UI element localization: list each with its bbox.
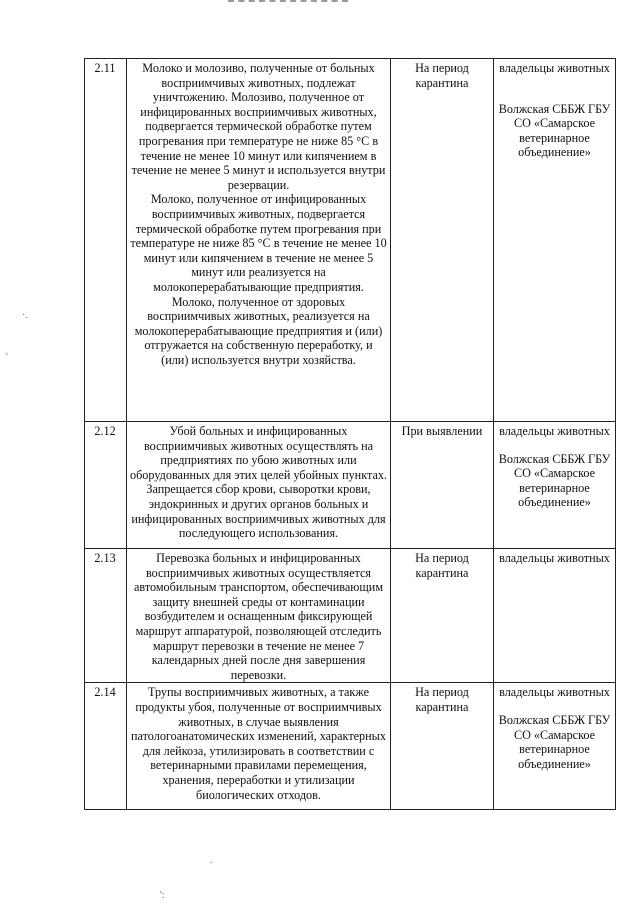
item-number: 2.13: [85, 549, 127, 683]
scan-speck: ': [6, 352, 8, 363]
responsible-vet-service: Волжская СББЖ ГБУ СО «Самарское ветеринарное объединение»: [498, 451, 611, 510]
measure-description: [127, 422, 391, 549]
measure-description: [127, 549, 391, 683]
table-row: [85, 59, 616, 422]
measures-table: [84, 58, 616, 810]
deadline-cell: На период карантина: [391, 59, 494, 422]
table-row: [85, 422, 616, 549]
description-paragraph: Молоко, полученное от здоровых восприимчивых животных, реализуется на молокоперерабатывающие предприятия и (или) отгружается на собственную переработку, и (или) используется внутри хозяйства.: [134, 294, 383, 367]
responsible-cell: [494, 422, 616, 549]
responsible-owners: владельцы животных: [499, 685, 610, 700]
description-paragraph: Трупы восприимчивых животных, а также продукты убоя, полученные от восприимчивых животных, в случае выявления патологоанатомических изменений, характерных для лейкоза, утилизировать в соответствии с ветеринарными правилами перемещения, хранения, переработки и утилизации биологических отходов.: [131, 685, 386, 802]
deadline-cell: При выявлении: [391, 422, 494, 549]
responsible-cell: [494, 549, 616, 683]
responsible-owners: владельцы животных: [499, 61, 610, 75]
scan-speck: ':: [160, 890, 165, 901]
responsible-vet-service: Волжская СББЖ ГБУ СО «Самарское ветеринарное объединение»: [498, 712, 611, 771]
responsible-cell: [494, 683, 616, 810]
scan-speck: .: [210, 855, 213, 866]
responsible-cell: [494, 59, 616, 422]
table-row: [85, 683, 616, 810]
item-number: 2.12: [85, 422, 127, 549]
description-paragraph: Убой больных и инфицированных восприимчивых животных осуществлять на предприятиях по убою животных или оборудованных для этих целей убойных пунктах. Запрещается сбор крови, сыворотки крови, эндокринных и других органов больных и инфицированных восприимчивых животных для последующего использования.: [130, 424, 387, 541]
deadline-cell: На период карантина: [391, 549, 494, 683]
responsible-owners: владельцы животных: [499, 424, 610, 438]
table-row: [85, 549, 616, 683]
description-paragraph: Молоко, полученное от инфицированных восприимчивых животных, подвергается термической обработке путем прогревания при температуре не ниже 85 °С в течение не менее 10 минут или кипячением в течение не менее 5 минут или реализуется на молокоперерабатывающие предприятия.: [130, 192, 387, 294]
responsible-owners: владельцы животных: [499, 551, 610, 565]
deadline-cell: На период карантина: [391, 683, 494, 810]
responsible-vet-service: Волжская СББЖ ГБУ СО «Самарское ветеринарное объединение»: [498, 101, 611, 160]
measure-description: [127, 683, 391, 810]
top-edge-mark: [228, 0, 348, 5]
scan-speck: ·.: [22, 310, 28, 321]
description-paragraph: Молоко и молозиво, полученные от больных восприимчивых животных, подлежат уничтожению. Молозиво, полученное от инфицированных восприимчивых животных, подвергается термической обработке путем прогревания при температуре не ниже 85 °С в течение не менее 10 минут или кипячением в течение не менее 5 минут и используется внутри резервации.: [131, 61, 386, 192]
item-number: 2.14: [85, 683, 127, 810]
description-paragraph: Перевозка больных и инфицированных восприимчивых животных осуществляется автомобильным транспортом, обеспечивающим защиту внешней среды от контаминации возбудителем и оснащенным фиксирующей маршрут аппаратурой, позволяющей отследить маршрут перевозки в течение не менее 7 календарных дней после дня завершения перевозки.: [133, 551, 384, 682]
item-number: 2.11: [85, 59, 127, 422]
measure-description: [127, 59, 391, 422]
